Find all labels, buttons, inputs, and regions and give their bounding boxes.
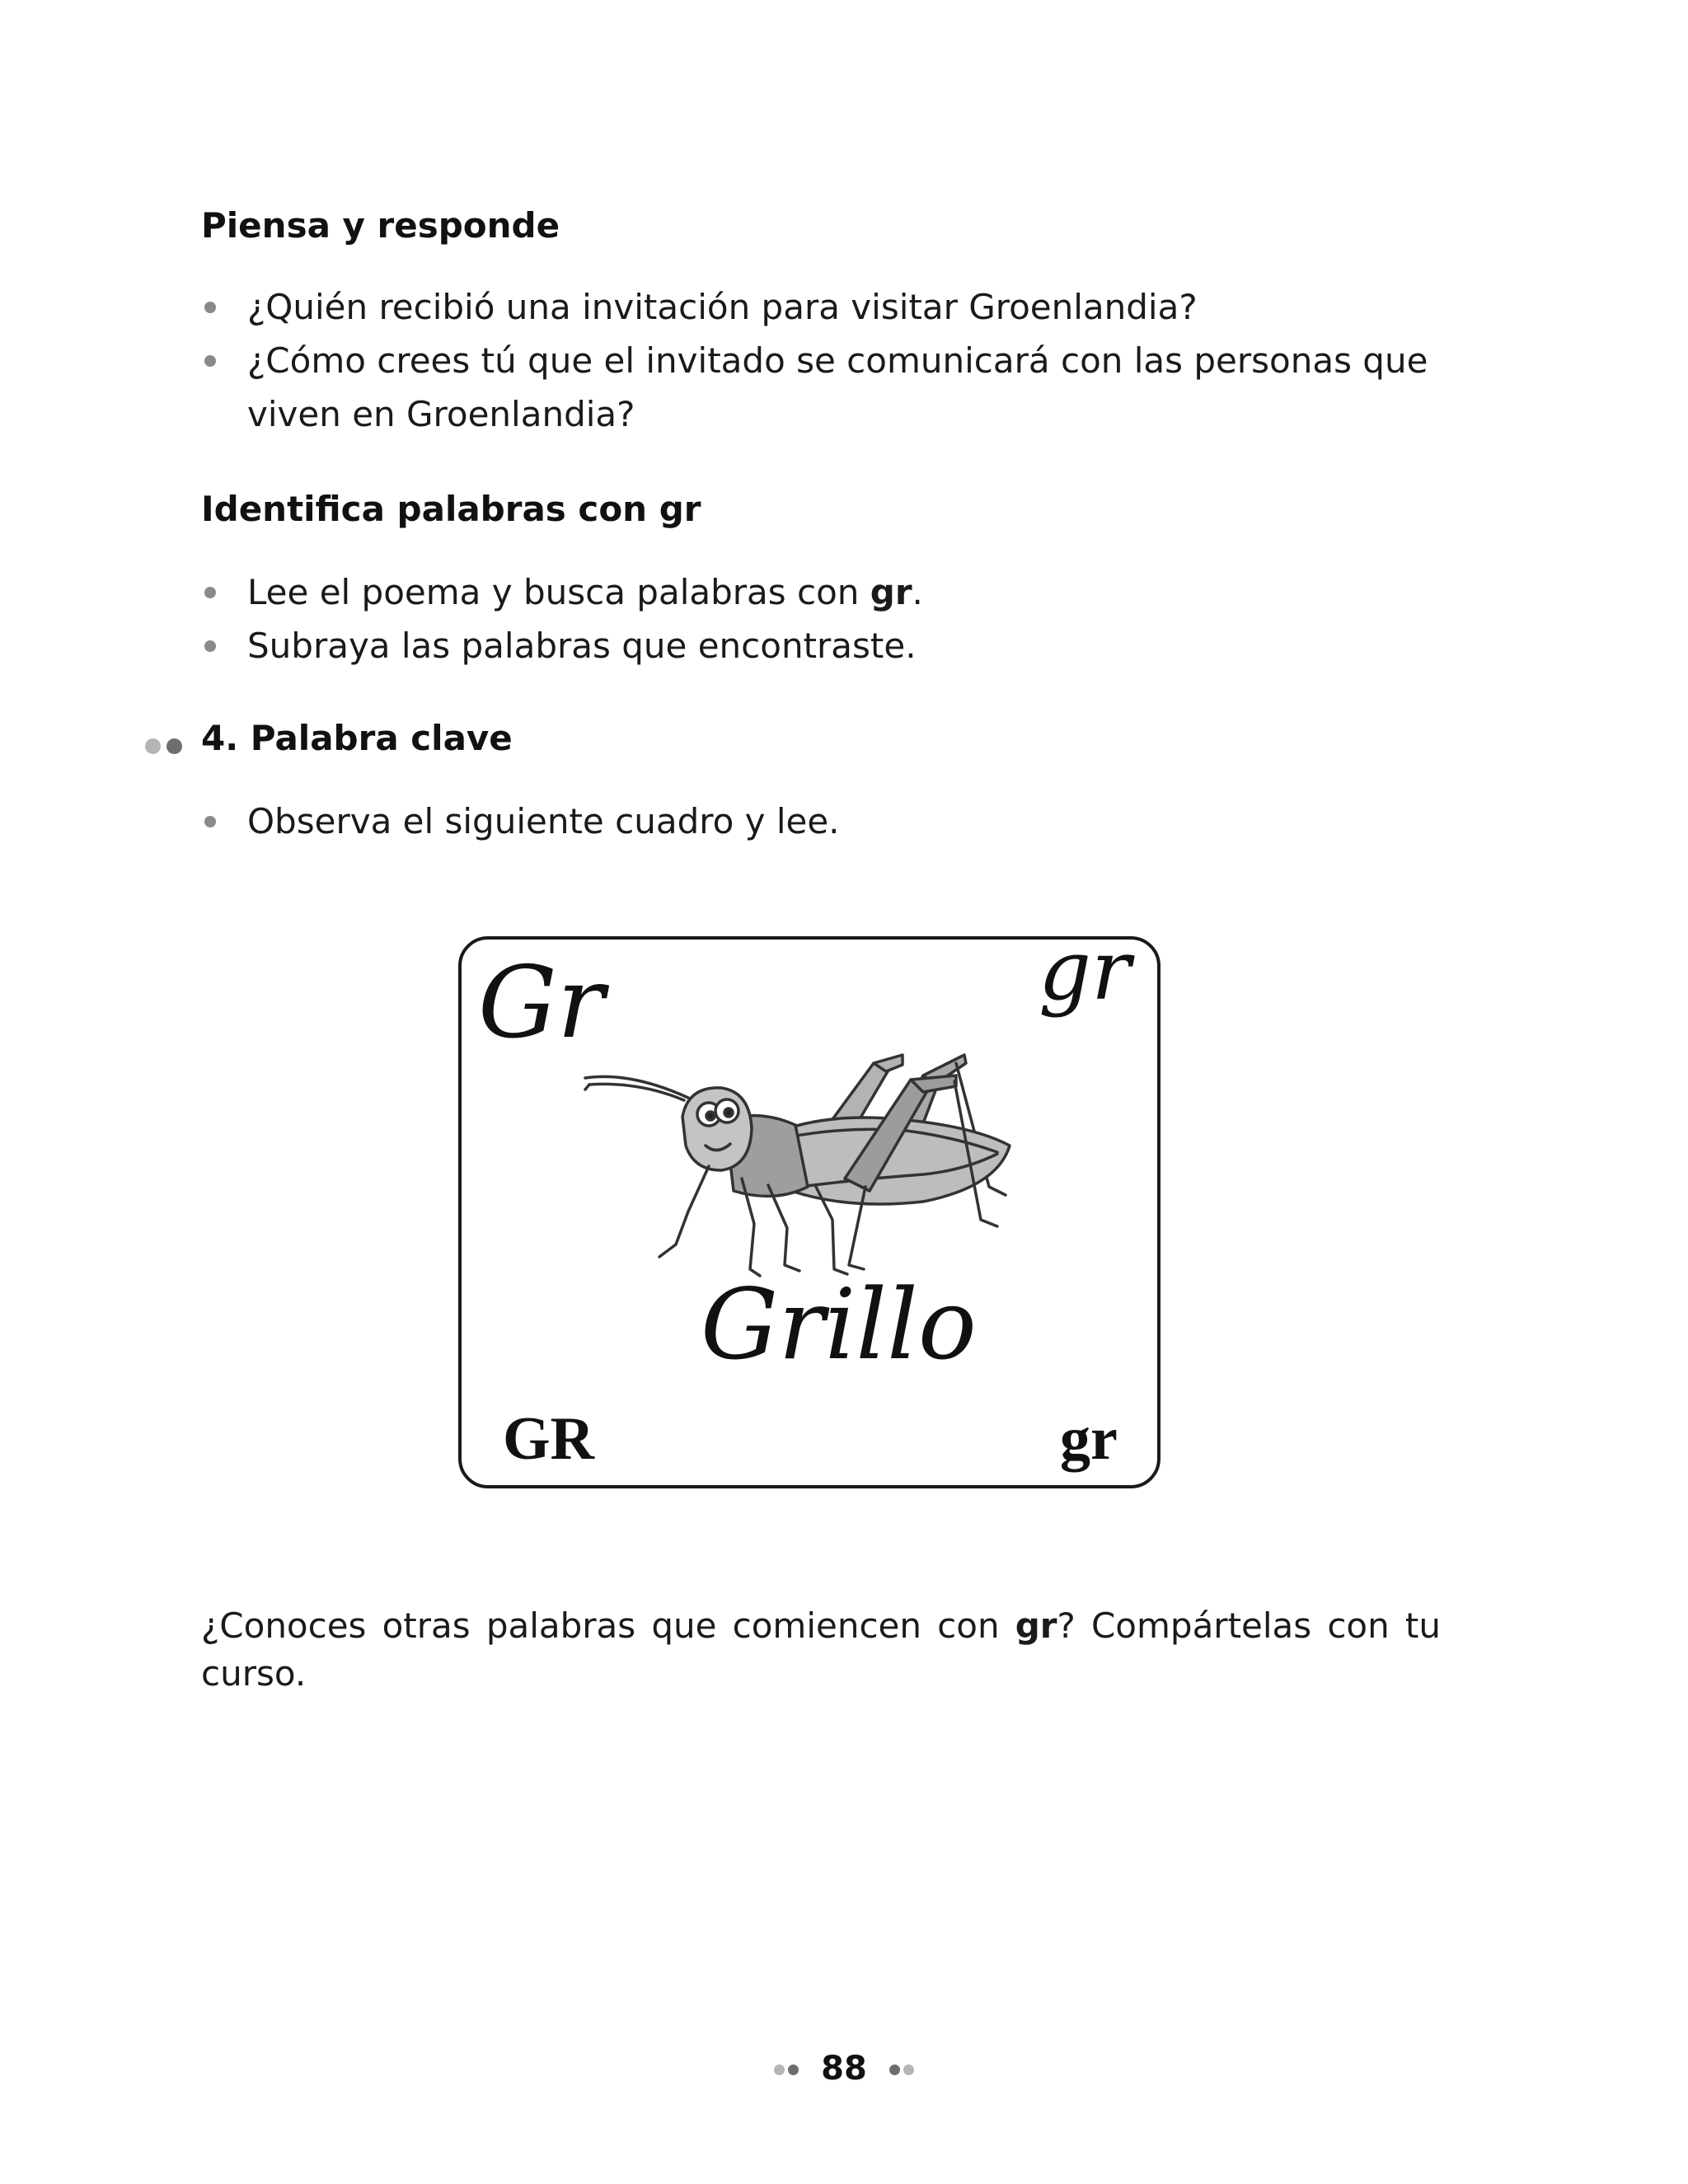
cricket-icon xyxy=(585,1055,1010,1276)
footer-dots-left-icon xyxy=(772,2061,800,2077)
cursive-gr-upper-glyph xyxy=(478,946,610,1061)
list-item xyxy=(201,280,1454,334)
section-heading-piensa: Piensa y responde xyxy=(201,205,560,246)
cursive-gr-lower: gr xyxy=(1039,940,1131,1019)
print-gr-lower: gr xyxy=(1060,1405,1118,1473)
list-item xyxy=(201,794,1454,848)
instruction-list xyxy=(201,565,1454,673)
page-footer xyxy=(0,2044,1688,2093)
closing-text-end: ? Compártelas con tu curso. xyxy=(201,1605,1441,1694)
bullet-icon xyxy=(204,640,216,652)
list-item xyxy=(201,619,1454,673)
footer-dots-right-icon xyxy=(888,2061,916,2077)
question-list xyxy=(201,280,1454,441)
bullet-icon xyxy=(204,355,216,367)
bold-term: gr xyxy=(1015,1605,1057,1646)
section-heading-palabra-clave: 4. Palabra clave xyxy=(201,718,513,758)
list-item-text: Lee el poema y busca palabras con xyxy=(247,572,870,612)
list-item-text: ¿Quién recibió una invitación para visitar Groenlandia? xyxy=(247,287,1198,327)
card-artwork xyxy=(462,940,1157,1485)
instruction-list-2 xyxy=(201,794,1454,848)
cursive-grillo: Grillo xyxy=(701,1268,977,1381)
closing-text: ¿Conoces otras palabras que comiencen con xyxy=(201,1605,1015,1646)
print-gr-upper: GR xyxy=(503,1405,594,1473)
section-heading-identifica: Identifica palabras con gr xyxy=(201,489,701,529)
cursive-gr-upper: Gr xyxy=(478,946,605,1061)
closing-question xyxy=(201,1602,1441,1698)
bold-term: gr xyxy=(870,572,912,612)
list-item-text: Subraya las palabras que encontraste. xyxy=(247,626,917,666)
bullet-icon xyxy=(204,587,216,598)
keyword-card xyxy=(458,936,1160,1488)
bullet-icon xyxy=(204,816,216,827)
list-item-text-end: . xyxy=(912,572,923,612)
page-number: 88 xyxy=(821,2050,867,2088)
list-item xyxy=(201,565,1454,619)
section-marker-dots-icon xyxy=(145,738,195,755)
list-item-text: ¿Cómo crees tú que el invitado se comunicará con las personas que viven en Groenlandia? xyxy=(247,340,1428,434)
list-item xyxy=(201,334,1454,441)
bullet-icon xyxy=(204,302,216,313)
list-item-text: Observa el siguiente cuadro y lee. xyxy=(247,801,840,841)
